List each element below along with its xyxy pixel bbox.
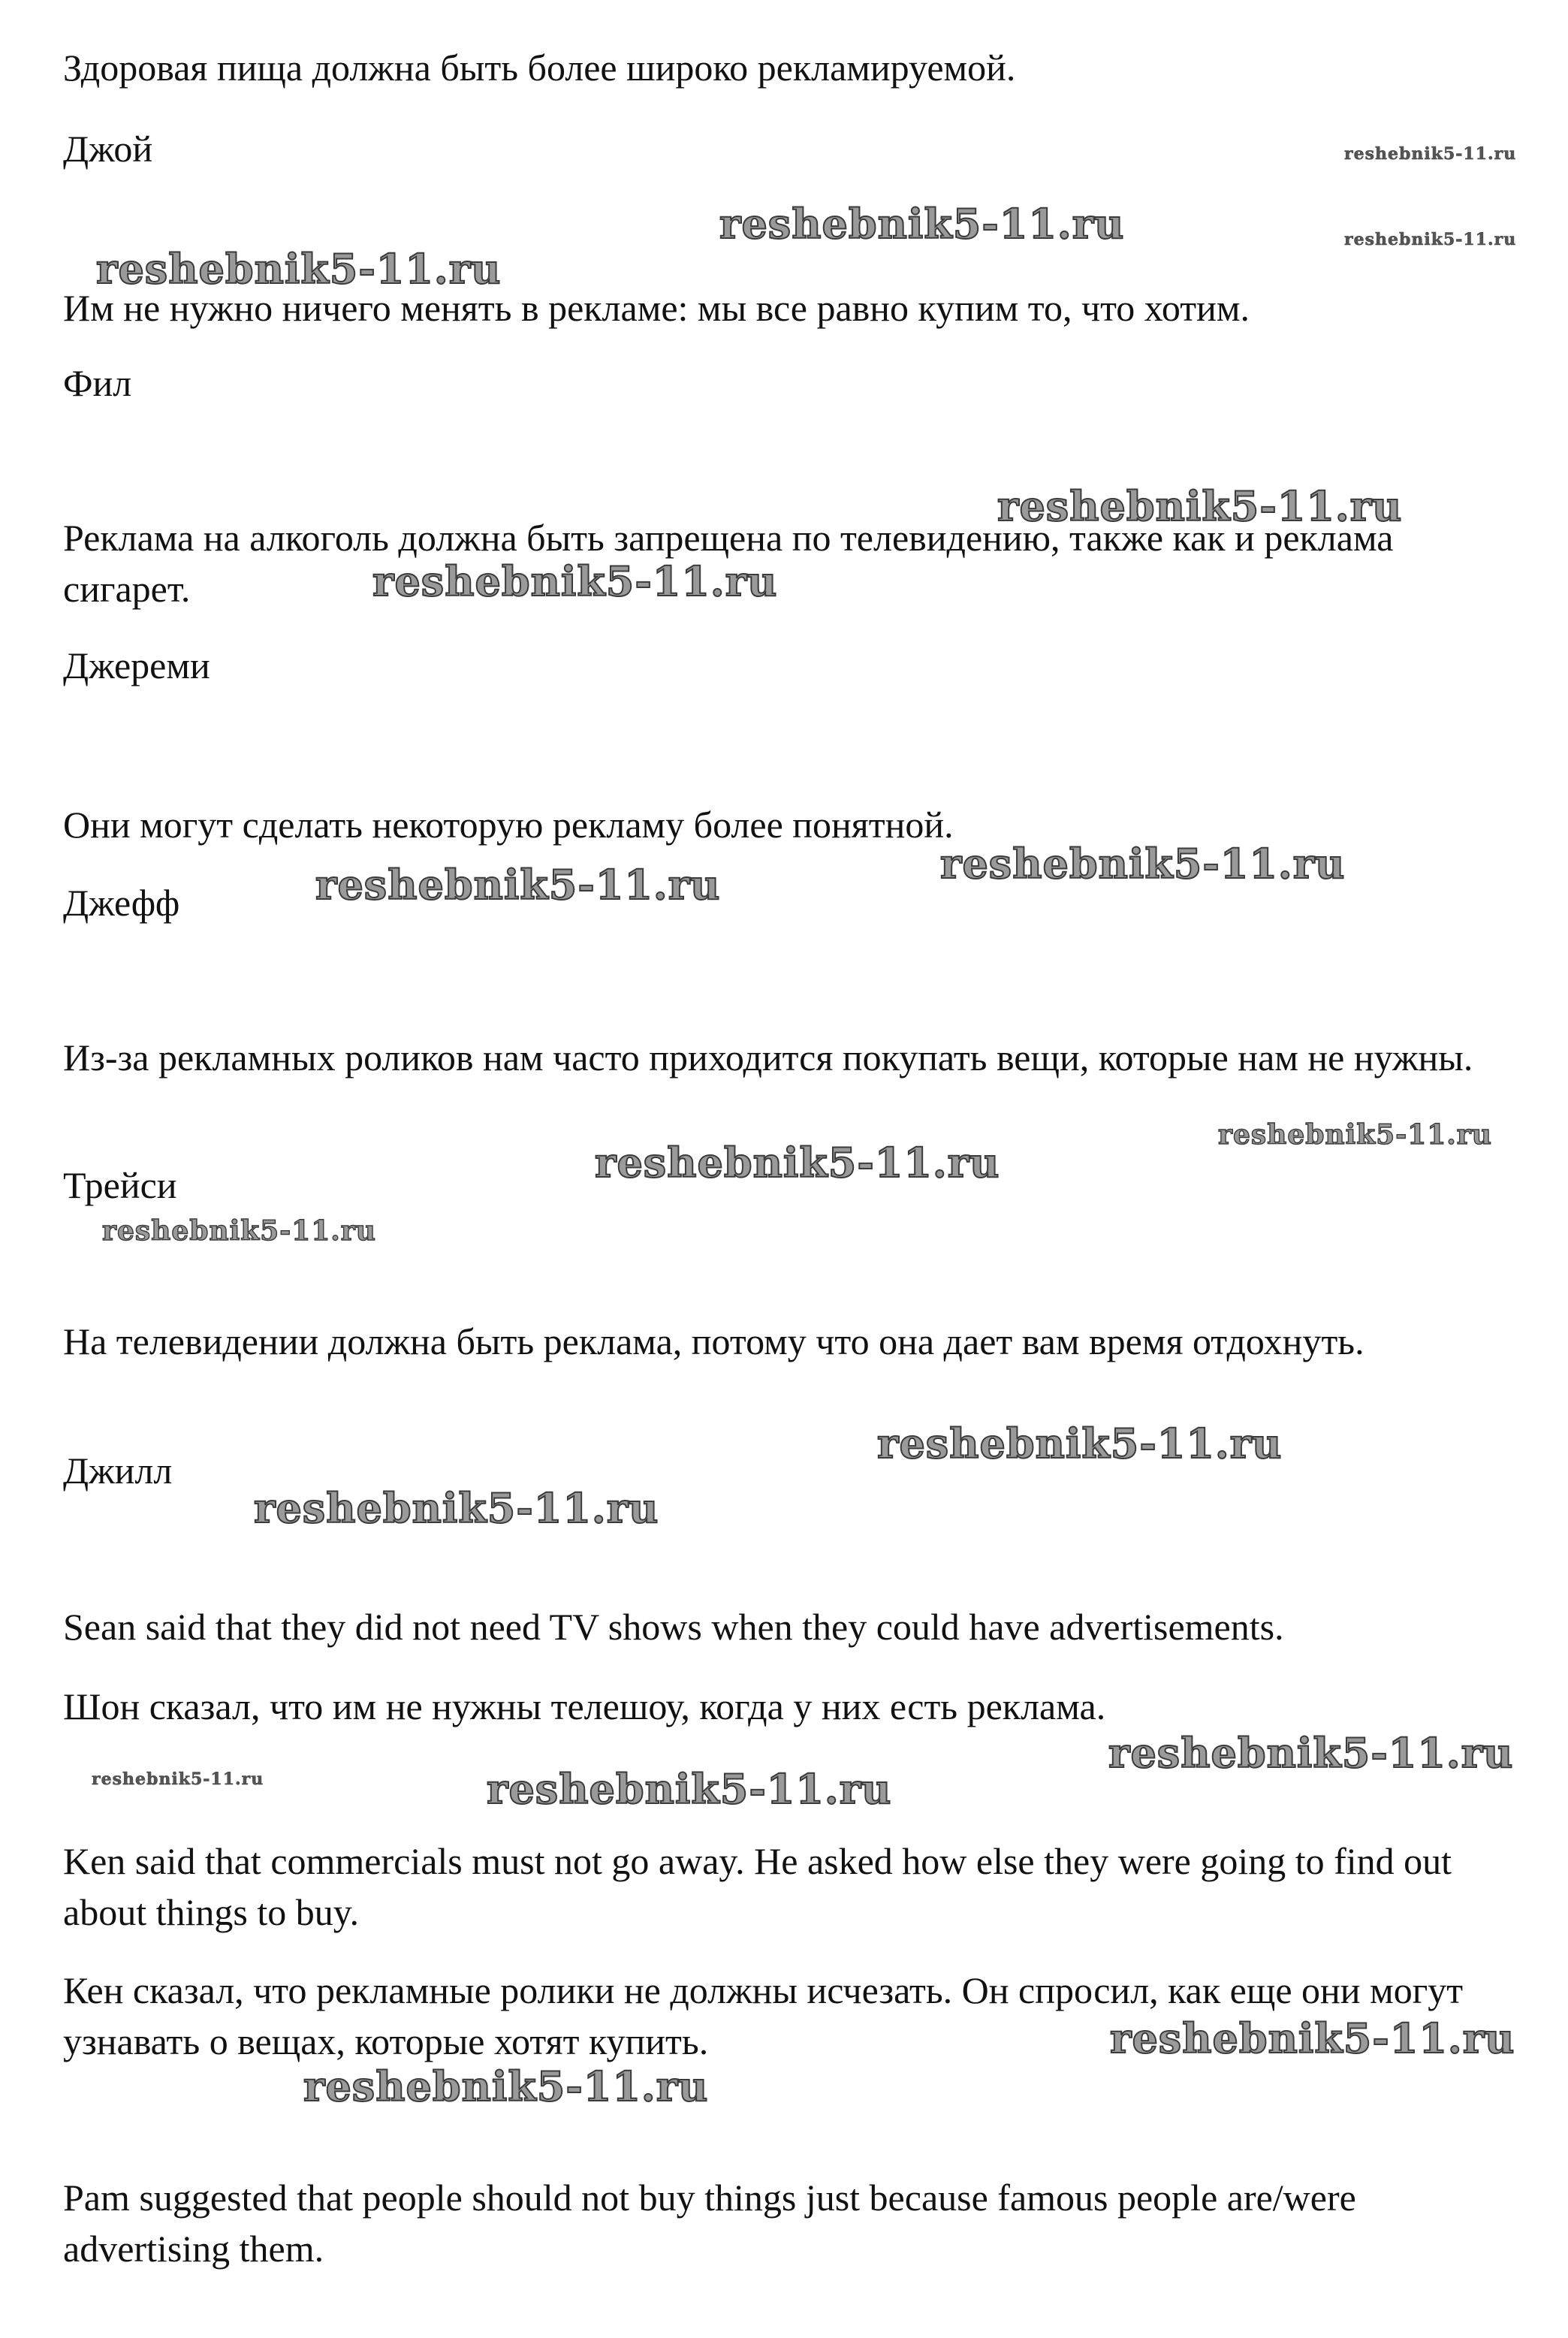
speaker-jill: Джилл	[63, 1450, 173, 1492]
watermark: reshebnik5-11.ru	[315, 861, 721, 909]
watermark: reshebnik5-11.ru	[997, 482, 1403, 530]
watermark: reshebnik5-11.ru	[372, 557, 778, 605]
speaker-joy: Джой	[63, 128, 153, 170]
paragraph-2: Им не нужно ничего менять в рекламе: мы все равно купим то, что хотим.	[63, 287, 1250, 329]
paragraph-6: На телевидении должна быть реклама, потому что она дает вам время отдохнуть.	[63, 1320, 1364, 1362]
watermark: reshebnik5-11.ru	[1218, 1119, 1492, 1151]
watermark: reshebnik5-11.ru	[719, 200, 1125, 248]
paragraph-7: Sean said that they did not need TV shows when they could have advertisements.	[63, 1606, 1284, 1648]
paragraph-8: Шон сказал, что им не нужны телешоу, когда у них есть реклама.	[63, 1685, 1106, 1727]
paragraph-9: Ken said that commercials must not go away. He asked how else they were going to find out about things to buy.	[63, 1840, 1452, 1933]
paragraph-5: Из-за рекламных роликов нам часто приходится покупать вещи, которые нам не нужны.	[63, 1036, 1473, 1078]
watermark: reshebnik5-11.ru	[487, 1765, 892, 1813]
watermark: reshebnik5-11.ru	[92, 1769, 264, 1789]
paragraph-4: Они могут сделать некоторую рекламу более понятной.	[63, 804, 954, 846]
paragraph-1: Здоровая пища должна быть более широко рекламируемой.	[63, 47, 1016, 89]
paragraph-11: Pam suggested that people should not buy things just because famous people are/were advertising them.	[63, 2177, 1356, 2270]
watermark: reshebnik5-11.ru	[96, 245, 502, 293]
speaker-jeff: Джефф	[63, 882, 180, 924]
speaker-jeremy: Джереми	[63, 644, 210, 686]
watermark: reshebnik5-11.ru	[102, 1215, 376, 1247]
watermark: reshebnik5-11.ru	[877, 1419, 1283, 1468]
watermark: reshebnik5-11.ru	[303, 2062, 709, 2110]
watermark: reshebnik5-11.ru	[1344, 144, 1517, 164]
watermark: reshebnik5-11.ru	[1110, 2014, 1515, 2062]
speaker-phil: Фил	[63, 362, 132, 404]
paragraph-10: Кен сказал, что рекламные ролики не должны исчезать. Он спросил, как еще они могут узнавать о вещах, которые хотят купить.	[63, 1969, 1464, 2062]
watermark: reshebnik5-11.ru	[1344, 230, 1517, 249]
speaker-tracy: Трейси	[63, 1164, 177, 1206]
paragraph-3: Реклама на алкоголь должна быть запрещена по телевидению, также как и реклама сигарет.	[63, 517, 1394, 610]
watermark: reshebnik5-11.ru	[254, 1484, 659, 1532]
watermark: reshebnik5-11.ru	[595, 1139, 1000, 1187]
watermark: reshebnik5-11.ru	[1108, 1729, 1514, 1777]
watermark: reshebnik5-11.ru	[940, 840, 1346, 888]
